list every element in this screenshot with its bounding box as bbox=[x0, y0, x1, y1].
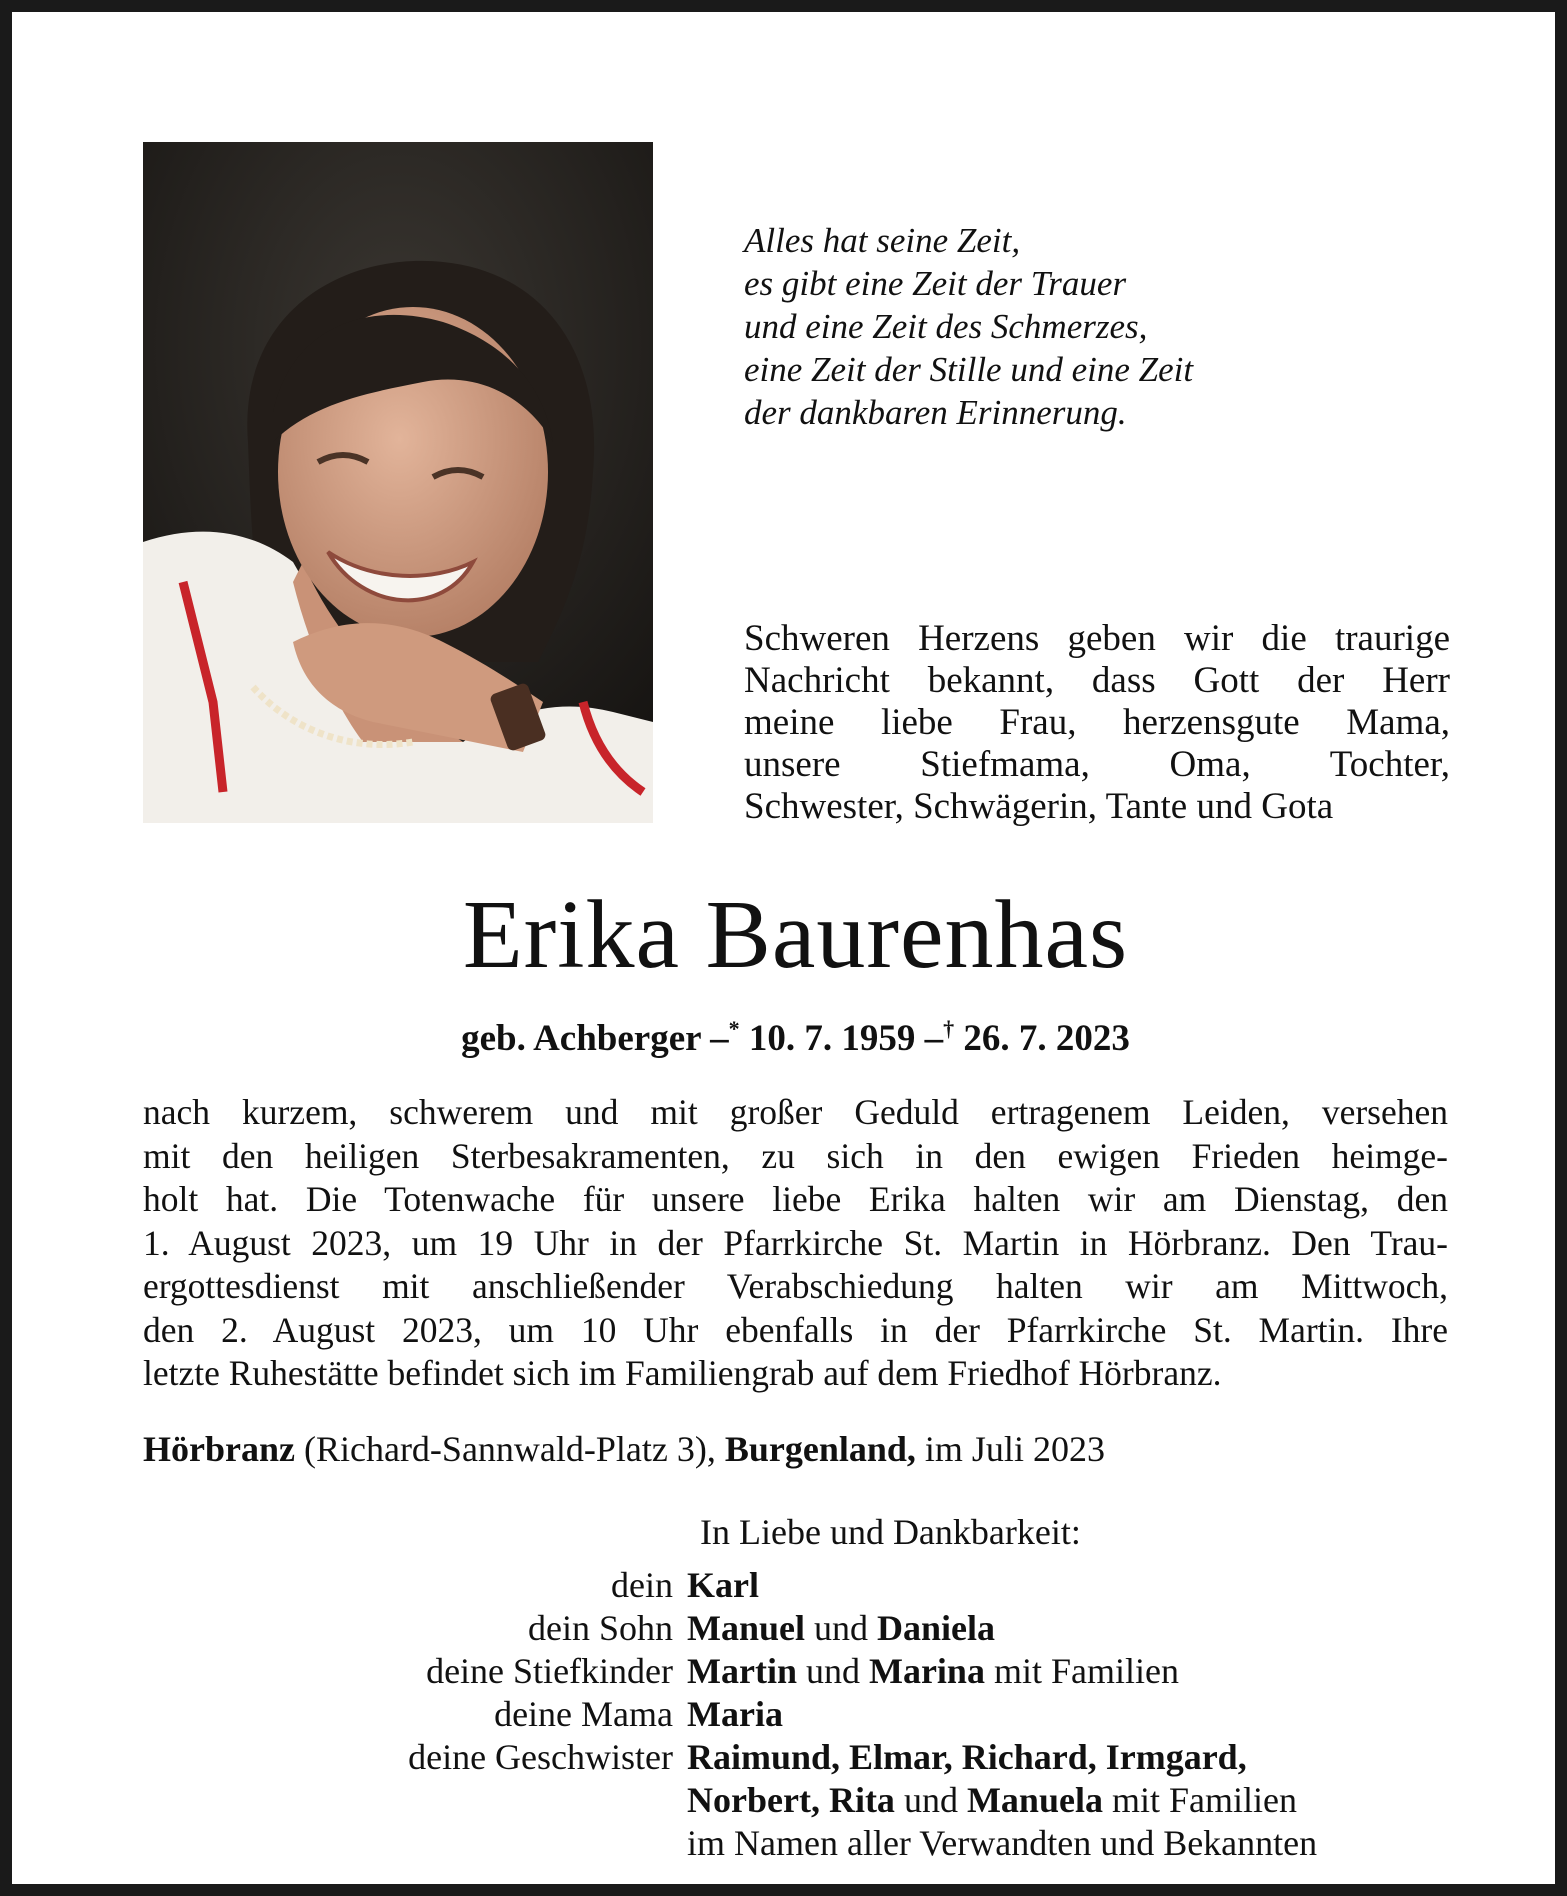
mourners-list bbox=[143, 1564, 1473, 1865]
body-line: letzte Ruhestätte befindet sich im Familiengrab auf dem Friedhof Hörbranz. bbox=[143, 1353, 1222, 1393]
town: Hörbranz bbox=[143, 1429, 295, 1469]
mourner-name: Manuel bbox=[687, 1608, 806, 1648]
mourner-row bbox=[143, 1779, 1473, 1822]
relation: dein Sohn bbox=[527, 1608, 673, 1648]
poem bbox=[744, 219, 1364, 434]
relation bbox=[143, 1779, 687, 1822]
place-date-line bbox=[143, 1427, 1448, 1471]
conjunction: und bbox=[796, 1651, 869, 1691]
suffix: mit Familien bbox=[984, 1651, 1179, 1691]
mourner-name: Raimund, Elmar, Richard, Irmgard, bbox=[687, 1737, 1247, 1777]
portrait-photo bbox=[143, 142, 653, 823]
birth-symbol: * bbox=[728, 1016, 740, 1041]
relation: deine Stiefkinder bbox=[426, 1651, 673, 1691]
body-line: 1. August 2023, um 19 Uhr in der Pfarrkirche St. Martin in Hörbranz. Den Trau- bbox=[143, 1222, 1448, 1263]
mourner-name: Manuela bbox=[966, 1780, 1103, 1820]
mourner-name: Karl bbox=[687, 1565, 759, 1605]
intro-line: Nachricht bekannt, dass Gott der Herr bbox=[744, 660, 1450, 701]
mourner-row bbox=[143, 1693, 1473, 1736]
conjunction: und bbox=[894, 1780, 967, 1820]
maiden-name: geb. Achberger – bbox=[461, 1018, 729, 1059]
mourner-name: Martin bbox=[687, 1651, 797, 1691]
portrait-icon bbox=[143, 142, 653, 823]
intro-line: unsere Stiefmama, Oma, Tochter, bbox=[744, 744, 1450, 785]
body-line: mit den heiligen Sterbesakramenten, zu sich in den ewigen Frieden heimge- bbox=[143, 1135, 1448, 1176]
relation: dein bbox=[611, 1565, 673, 1605]
relation bbox=[143, 1822, 687, 1865]
body-line: ergottesdienst mit anschließender Verabschiedung halten wir am Mittwoch, bbox=[143, 1266, 1448, 1306]
death-symbol: † bbox=[943, 1016, 955, 1041]
address: (Richard-Sannwald-Platz 3), bbox=[294, 1429, 725, 1469]
intro-line: Schwester, Schwägerin, Tante und Gota bbox=[744, 786, 1334, 827]
poem-line: eine Zeit der Stille und eine Zeit bbox=[744, 350, 1194, 389]
life-dates bbox=[12, 1007, 1567, 1061]
poem-line: es gibt eine Zeit der Trauer bbox=[744, 264, 1127, 303]
region: Burgenland, bbox=[724, 1429, 916, 1469]
mourner-name: Marina bbox=[868, 1651, 985, 1691]
suffix: mit Familien bbox=[1102, 1780, 1297, 1820]
mourner-row bbox=[143, 1564, 1473, 1607]
relation: deine Geschwister bbox=[408, 1737, 673, 1777]
month-date: im Juli 2023 bbox=[915, 1429, 1105, 1469]
mourner-name: Daniela bbox=[877, 1608, 996, 1648]
body-line: holt hat. Die Totenwache für unsere liebe Erika halten wir am Dienstag, den bbox=[143, 1179, 1448, 1219]
mourner-name: Norbert, Rita bbox=[687, 1780, 895, 1820]
mourner-row bbox=[143, 1650, 1473, 1693]
intro-line: meine liebe Frau, herzensgute Mama, bbox=[744, 702, 1450, 743]
thanks-heading: In Liebe und Dankbarkeit: bbox=[700, 1512, 1081, 1552]
intro-line: Schweren Herzens geben wir die traurige bbox=[744, 618, 1450, 659]
mourner-row bbox=[143, 1607, 1473, 1650]
relation: deine Mama bbox=[494, 1694, 673, 1734]
mourner-name: Maria bbox=[687, 1694, 783, 1734]
body-line: den 2. August 2023, um 10 Uhr ebenfalls in der Pfarrkirche St. Martin. Ihre bbox=[143, 1309, 1448, 1350]
intro-paragraph bbox=[744, 618, 1450, 828]
body-line: nach kurzem, schwerem und mit großer Geduld ertragenem Leiden, versehen bbox=[143, 1092, 1448, 1132]
conjunction: und bbox=[805, 1608, 878, 1648]
birth-date: 10. 7. 1959 – bbox=[748, 1018, 944, 1059]
poem-line: Alles hat seine Zeit, bbox=[744, 221, 1021, 260]
closing-line: im Namen aller Verwandten und Bekannten bbox=[687, 1823, 1318, 1863]
mourner-row bbox=[143, 1736, 1473, 1779]
mourner-row bbox=[143, 1822, 1473, 1865]
death-date: 26. 7. 2023 bbox=[963, 1018, 1130, 1059]
poem-line: und eine Zeit des Schmerzes, bbox=[744, 307, 1148, 346]
funeral-details bbox=[143, 1091, 1448, 1396]
poem-line: der dankbaren Erinnerung. bbox=[744, 393, 1127, 432]
deceased-name: Erika Baurenhas bbox=[462, 881, 1129, 989]
